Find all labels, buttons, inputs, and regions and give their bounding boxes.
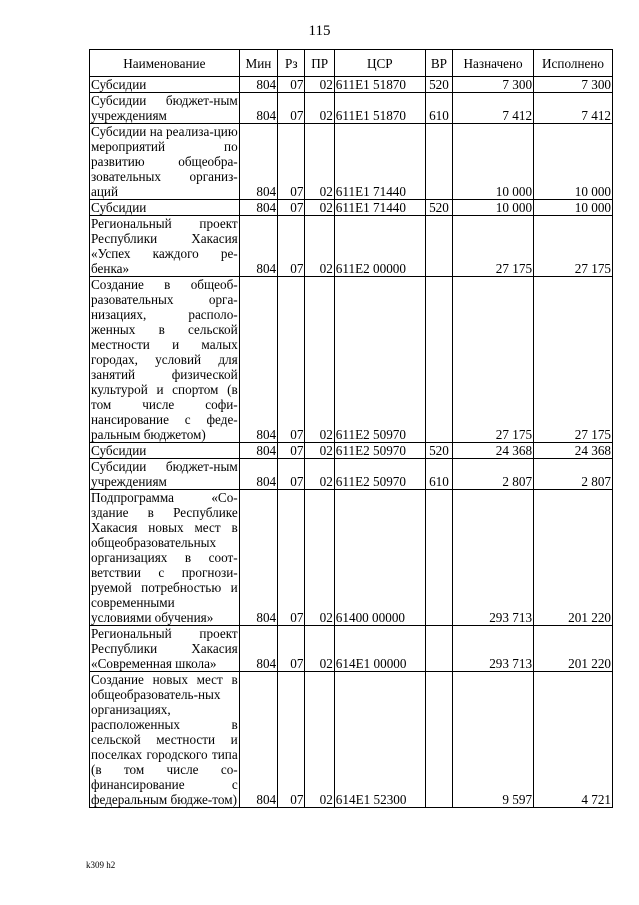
expense-type-cell (425, 216, 452, 277)
table-row (90, 277, 613, 443)
section-code-cell: 07 (278, 277, 305, 443)
table-body (90, 77, 613, 808)
table-header-row (90, 50, 613, 77)
target-code-cell: 611E2 00000 (334, 216, 425, 277)
target-code-cell: 611E1 51870 (334, 77, 425, 93)
column-header-planned: Назначено (453, 50, 534, 77)
subsection-code-cell: 02 (305, 200, 334, 216)
executed-amount-cell: 10 000 (534, 200, 613, 216)
page-number: 115 (308, 23, 331, 39)
target-code-cell: 611E1 71440 (334, 200, 425, 216)
ministry-code-cell: 804 (239, 490, 277, 626)
planned-amount-cell: 293 713 (453, 626, 534, 672)
table-row (90, 77, 613, 93)
planned-amount-cell: 9 597 (453, 672, 534, 808)
ministry-code-cell: 804 (239, 93, 277, 124)
subsection-code-cell: 02 (305, 93, 334, 124)
table-row (90, 490, 613, 626)
executed-amount-cell: 27 175 (534, 277, 613, 443)
executed-amount-cell: 201 220 (534, 490, 613, 626)
column-header-ministry: Мин (239, 50, 277, 77)
column-header-executed: Исполнено (534, 50, 613, 77)
section-code-cell: 07 (278, 459, 305, 490)
expense-type-cell: 610 (425, 93, 452, 124)
table-row (90, 124, 613, 200)
table-row (90, 459, 613, 490)
target-code-cell: 61400 00000 (334, 490, 425, 626)
target-code-cell: 614E1 52300 (334, 672, 425, 808)
section-code-cell: 07 (278, 77, 305, 93)
expense-type-cell: 520 (425, 77, 452, 93)
expense-type-cell: 610 (425, 459, 452, 490)
planned-amount-cell: 27 175 (453, 216, 534, 277)
table-row (90, 200, 613, 216)
row-name-cell: Создание новых мест в общеобразователь-ных организациях, расположенных в сельской местности и поселках городского типа (в том числе со-финансирование с федеральным бюдже-том) (91, 672, 238, 807)
column-header-expense-type: ВР (425, 50, 452, 77)
subsection-code-cell: 02 (305, 672, 334, 808)
subsection-code-cell: 02 (305, 459, 334, 490)
expense-type-cell (425, 124, 452, 200)
section-code-cell: 07 (278, 490, 305, 626)
section-code-cell: 07 (278, 93, 305, 124)
column-header-target-code: ЦСР (334, 50, 425, 77)
executed-amount-cell: 2 807 (534, 459, 613, 490)
expense-type-cell: 520 (425, 200, 452, 216)
ministry-code-cell: 804 (239, 124, 277, 200)
target-code-cell: 611E1 71440 (334, 124, 425, 200)
ministry-code-cell: 804 (239, 77, 277, 93)
expense-type-cell (425, 672, 452, 808)
table-row (90, 626, 613, 672)
row-name-cell: Региональный проект Республики Хакасия «Успех каждого ре-бенка» (91, 216, 238, 276)
row-name-cell: Региональный проект Республики Хакасия «Современная школа» (91, 626, 238, 671)
section-code-cell: 07 (278, 672, 305, 808)
section-code-cell: 07 (278, 443, 305, 459)
section-code-cell: 07 (278, 216, 305, 277)
table-row (90, 443, 613, 459)
column-header-section: Рз (278, 50, 305, 77)
ministry-code-cell: 804 (239, 459, 277, 490)
table-row (90, 672, 613, 808)
section-code-cell: 07 (278, 124, 305, 200)
planned-amount-cell: 293 713 (453, 490, 534, 626)
subsection-code-cell: 02 (305, 216, 334, 277)
column-header-name: Наименование (90, 50, 240, 77)
ministry-code-cell: 804 (239, 200, 277, 216)
target-code-cell: 611E2 50970 (334, 459, 425, 490)
executed-amount-cell: 7 300 (534, 77, 613, 93)
row-name-cell: Субсидии (90, 443, 240, 459)
planned-amount-cell: 7 412 (453, 93, 534, 124)
planned-amount-cell: 7 300 (453, 77, 534, 93)
subsection-code-cell: 02 (305, 124, 334, 200)
row-name-cell: Субсидии бюджет-ным учреждениям (91, 93, 238, 123)
ministry-code-cell: 804 (239, 626, 277, 672)
target-code-cell: 614E1 00000 (334, 626, 425, 672)
planned-amount-cell: 2 807 (453, 459, 534, 490)
row-name-cell: Субсидии на реализа-цию мероприятий по развитию общеобра-зовательных организ-аций (91, 124, 238, 199)
section-code-cell: 07 (278, 200, 305, 216)
planned-amount-cell: 27 175 (453, 277, 534, 443)
table-row (90, 93, 613, 124)
column-header-subsection: ПР (305, 50, 334, 77)
subsection-code-cell: 02 (305, 490, 334, 626)
row-name-cell: Подпрограмма «Со-здание в Республике Хакасия новых мест в общеобразовательных организациях в соот-ветствии с прогнози-руемой потребностью и современными условиями обучения» (91, 490, 238, 625)
subsection-code-cell: 02 (305, 77, 334, 93)
expense-type-cell (425, 277, 452, 443)
row-name-cell: Субсидии (90, 77, 240, 93)
executed-amount-cell: 7 412 (534, 93, 613, 124)
ministry-code-cell: 804 (239, 216, 277, 277)
expense-type-cell (425, 626, 452, 672)
target-code-cell: 611E2 50970 (334, 443, 425, 459)
row-name-cell: Создание в общеоб-разовательных орга-низациях, располо-женных в сельской местности и малых городах, условий для занятий физической культурой и спортом (в том числе софи-нансирование с феде-ральным бюджетом) (91, 277, 238, 442)
budget-table (89, 49, 613, 808)
executed-amount-cell: 10 000 (534, 124, 613, 200)
executed-amount-cell: 4 721 (534, 672, 613, 808)
expense-type-cell (425, 490, 452, 626)
subsection-code-cell: 02 (305, 443, 334, 459)
target-code-cell: 611E2 50970 (334, 277, 425, 443)
section-code-cell: 07 (278, 626, 305, 672)
subsection-code-cell: 02 (305, 626, 334, 672)
row-name-cell: Субсидии (90, 200, 240, 216)
expense-type-cell: 520 (425, 443, 452, 459)
row-name-cell: Субсидии бюджет-ным учреждениям (91, 459, 238, 489)
planned-amount-cell: 24 368 (453, 443, 534, 459)
executed-amount-cell: 201 220 (534, 626, 613, 672)
target-code-cell: 611E1 51870 (334, 93, 425, 124)
ministry-code-cell: 804 (239, 443, 277, 459)
planned-amount-cell: 10 000 (453, 124, 534, 200)
footer-code: k309 h2 (86, 860, 116, 870)
executed-amount-cell: 24 368 (534, 443, 613, 459)
subsection-code-cell: 02 (305, 277, 334, 443)
planned-amount-cell: 10 000 (453, 200, 534, 216)
ministry-code-cell: 804 (239, 277, 277, 443)
ministry-code-cell: 804 (239, 672, 277, 808)
table-row (90, 216, 613, 277)
executed-amount-cell: 27 175 (534, 216, 613, 277)
